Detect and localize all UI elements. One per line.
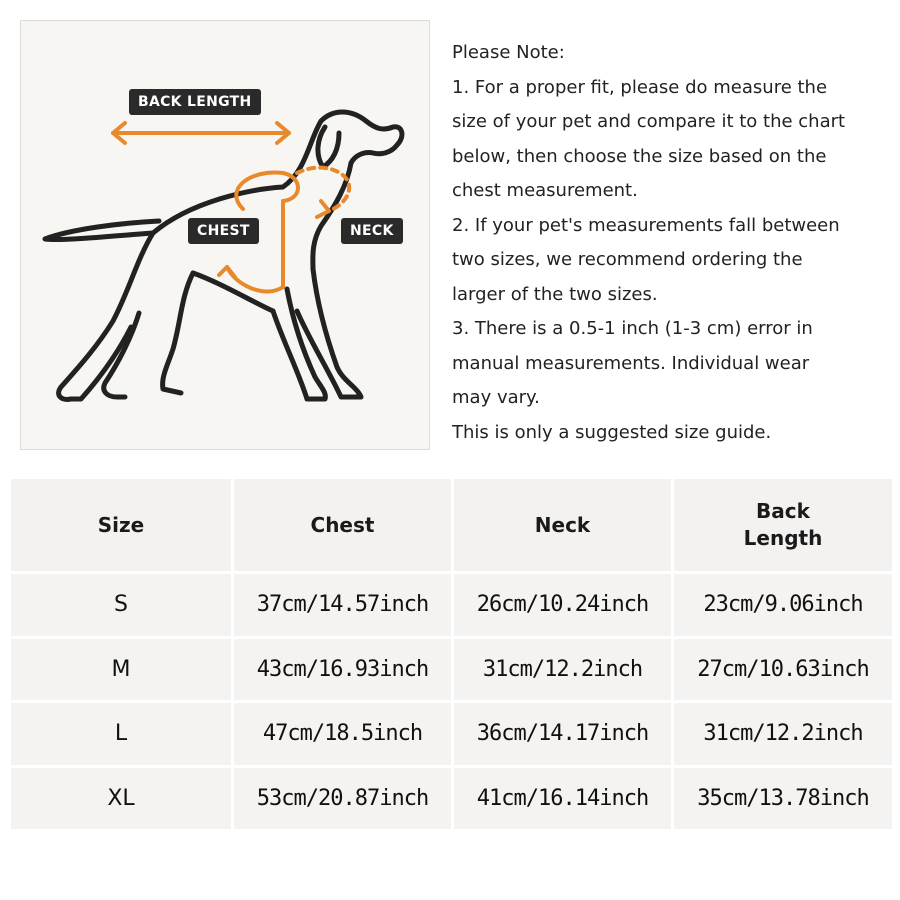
header-size: Size	[10, 478, 233, 573]
neck-cell: 26cm/10.24inch	[453, 573, 673, 638]
table-row	[10, 766, 894, 831]
table-row	[10, 702, 894, 767]
size-cell: M	[10, 637, 233, 702]
back-length-tag: BACK LENGTH	[129, 89, 261, 115]
table-header-row	[10, 478, 894, 573]
size-notes	[452, 36, 892, 450]
notes-line: may vary.	[452, 387, 540, 408]
header-back-length	[673, 478, 894, 573]
dog-ear	[318, 127, 339, 167]
neck-cell: 31cm/12.2inch	[453, 637, 673, 702]
notes-line: below, then choose the size based on the	[452, 145, 827, 167]
notes-line: 1. For a proper fit, please do measure the	[452, 76, 828, 98]
chest-cell: 43cm/16.93inch	[233, 637, 453, 702]
notes-line: manual measurements. Individual wear	[452, 352, 810, 374]
header-back-length-label: Back Length	[743, 499, 823, 550]
size-chart-table	[8, 476, 895, 832]
back-length-cell: 31cm/12.2inch	[673, 702, 894, 767]
dog-front-leg	[297, 269, 361, 397]
back-length-cell: 23cm/9.06inch	[673, 573, 894, 638]
size-cell: L	[10, 702, 233, 767]
dog-tail	[45, 221, 159, 240]
table-row	[10, 637, 894, 702]
notes-line: two sizes, we recommend ordering the	[452, 249, 803, 270]
chest-cell: 37cm/14.57inch	[233, 573, 453, 638]
chest-cell: 53cm/20.87inch	[233, 766, 453, 831]
header-chest: Chest	[233, 478, 453, 573]
notes-line: chest measurement.	[452, 180, 638, 201]
header-neck: Neck	[453, 478, 673, 573]
back-length-cell: 27cm/10.63inch	[673, 637, 894, 702]
neck-cell: 41cm/16.14inch	[453, 766, 673, 831]
notes-footer: This is only a suggested size guide.	[452, 421, 772, 443]
dog-measurement-diagram	[20, 20, 430, 450]
notes-line: larger of the two sizes.	[452, 283, 658, 305]
notes-line: 3. There is a 0.5-1 inch (1-3 cm) error in	[452, 318, 813, 339]
size-cell: XL	[10, 766, 233, 831]
chest-cell: 47cm/18.5inch	[233, 702, 453, 767]
notes-heading: Please Note:	[452, 42, 565, 63]
notes-line: size of your pet and compare it to the chart	[452, 111, 846, 132]
back-length-cell: 35cm/13.78inch	[673, 766, 894, 831]
neck-tag: NECK	[341, 218, 403, 244]
dog-hind-leg	[163, 273, 193, 393]
notes-line: 2. If your pet's measurements fall between	[452, 214, 840, 236]
chest-tag: CHEST	[188, 218, 259, 244]
table-row	[10, 573, 894, 638]
chest-arrow-head	[219, 267, 235, 277]
neck-cell: 36cm/14.17inch	[453, 702, 673, 767]
size-cell: S	[10, 573, 233, 638]
